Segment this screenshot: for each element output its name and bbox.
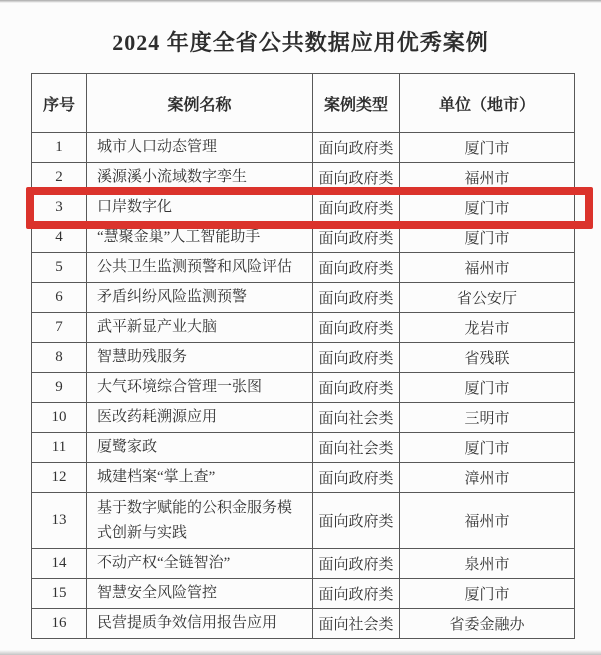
cell-no: 5 xyxy=(32,253,87,283)
cell-name: 不动产权“全链智治” xyxy=(87,549,313,579)
cell-name: 矛盾纠纷风险监测预警 xyxy=(87,283,313,313)
cell-unit: 厦门市 xyxy=(400,433,575,463)
cell-type: 面向政府类 xyxy=(313,313,400,343)
table-row xyxy=(32,343,575,373)
table-row xyxy=(32,433,575,463)
cell-no: 2 xyxy=(32,163,87,193)
cell-type: 面向政府类 xyxy=(313,493,400,549)
table-row-highlighted xyxy=(32,193,575,223)
cell-name: 溪源溪小流域数字孪生 xyxy=(87,163,313,193)
cell-unit: 省公安厅 xyxy=(400,283,575,313)
cell-name: 大气环境综合管理一张图 xyxy=(87,373,313,403)
cell-no: 11 xyxy=(32,433,87,463)
cell-no: 16 xyxy=(32,609,87,639)
cell-no: 12 xyxy=(32,463,87,493)
table-row xyxy=(32,609,575,639)
table-row xyxy=(32,493,575,549)
cell-type: 面向政府类 xyxy=(313,193,400,223)
table-row xyxy=(32,163,575,193)
cell-unit: 省残联 xyxy=(400,343,575,373)
table-row xyxy=(32,223,575,253)
cell-name: 基于数字赋能的公积金服务模式创新与实践 xyxy=(87,493,313,549)
cell-no: 3 xyxy=(32,193,87,223)
cell-type: 面向政府类 xyxy=(313,549,400,579)
cell-type: 面向政府类 xyxy=(313,579,400,609)
table-row xyxy=(32,283,575,313)
cell-no: 6 xyxy=(32,283,87,313)
cell-unit: 福州市 xyxy=(400,253,575,283)
cell-unit: 省委金融办 xyxy=(400,609,575,639)
header-no: 序号 xyxy=(32,74,87,133)
table-row xyxy=(32,579,575,609)
cell-unit: 龙岩市 xyxy=(400,313,575,343)
cell-unit: 厦门市 xyxy=(400,579,575,609)
cell-name: 智慧安全风险管控 xyxy=(87,579,313,609)
cell-type: 面向社会类 xyxy=(313,433,400,463)
cell-type: 面向社会类 xyxy=(313,403,400,433)
table-row xyxy=(32,403,575,433)
cell-no: 1 xyxy=(32,133,87,163)
cell-unit: 泉州市 xyxy=(400,549,575,579)
cell-type: 面向政府类 xyxy=(313,223,400,253)
cell-name: 城建档案“掌上查” xyxy=(87,463,313,493)
cell-type: 面向政府类 xyxy=(313,373,400,403)
cell-unit: 三明市 xyxy=(400,403,575,433)
cell-unit: 漳州市 xyxy=(400,463,575,493)
cell-no: 13 xyxy=(32,493,87,549)
cell-type: 面向政府类 xyxy=(313,253,400,283)
cell-no: 15 xyxy=(32,579,87,609)
cell-no: 9 xyxy=(32,373,87,403)
cell-name: 口岸数字化 xyxy=(87,193,313,223)
table-row xyxy=(32,463,575,493)
cell-no: 8 xyxy=(32,343,87,373)
cell-type: 面向政府类 xyxy=(313,463,400,493)
cell-type: 面向政府类 xyxy=(313,283,400,313)
header-type: 案例类型 xyxy=(313,74,400,133)
page-title: 2024 年度全省公共数据应用优秀案例 xyxy=(112,30,489,55)
cell-unit: 厦门市 xyxy=(400,223,575,253)
cell-unit: 福州市 xyxy=(400,493,575,549)
cell-name: 民营提质争效信用报告应用 xyxy=(87,609,313,639)
cell-name: 城市人口动态管理 xyxy=(87,133,313,163)
cell-unit: 福州市 xyxy=(400,163,575,193)
table-row xyxy=(32,313,575,343)
photo-top-edge-shadow xyxy=(0,0,601,3)
table-row xyxy=(32,373,575,403)
table-row xyxy=(32,253,575,283)
cell-name: 医改药耗溯源应用 xyxy=(87,403,313,433)
photo-bottom-edge-shadow xyxy=(0,650,601,655)
cell-type: 面向政府类 xyxy=(313,163,400,193)
cases-table xyxy=(31,73,574,639)
cell-name: 武平新显产业大脑 xyxy=(87,313,313,343)
cell-no: 7 xyxy=(32,313,87,343)
cell-type: 面向政府类 xyxy=(313,343,400,373)
cell-type: 面向社会类 xyxy=(313,609,400,639)
cell-no: 4 xyxy=(32,223,87,253)
header-name: 案例名称 xyxy=(87,74,313,133)
table-row xyxy=(32,133,575,163)
cell-unit: 厦门市 xyxy=(400,373,575,403)
cell-name: 厦鹭家政 xyxy=(87,433,313,463)
cell-name: “慧聚金巢”人工智能助手 xyxy=(87,223,313,253)
cell-unit: 厦门市 xyxy=(400,193,575,223)
cell-no: 14 xyxy=(32,549,87,579)
table-header-row xyxy=(32,74,575,133)
cell-name: 公共卫生监测预警和风险评估 xyxy=(87,253,313,283)
header-unit: 单位（地市） xyxy=(400,74,575,133)
table-row xyxy=(32,549,575,579)
cell-no: 10 xyxy=(32,403,87,433)
cell-type: 面向政府类 xyxy=(313,133,400,163)
cell-name: 智慧助残服务 xyxy=(87,343,313,373)
cell-unit: 厦门市 xyxy=(400,133,575,163)
